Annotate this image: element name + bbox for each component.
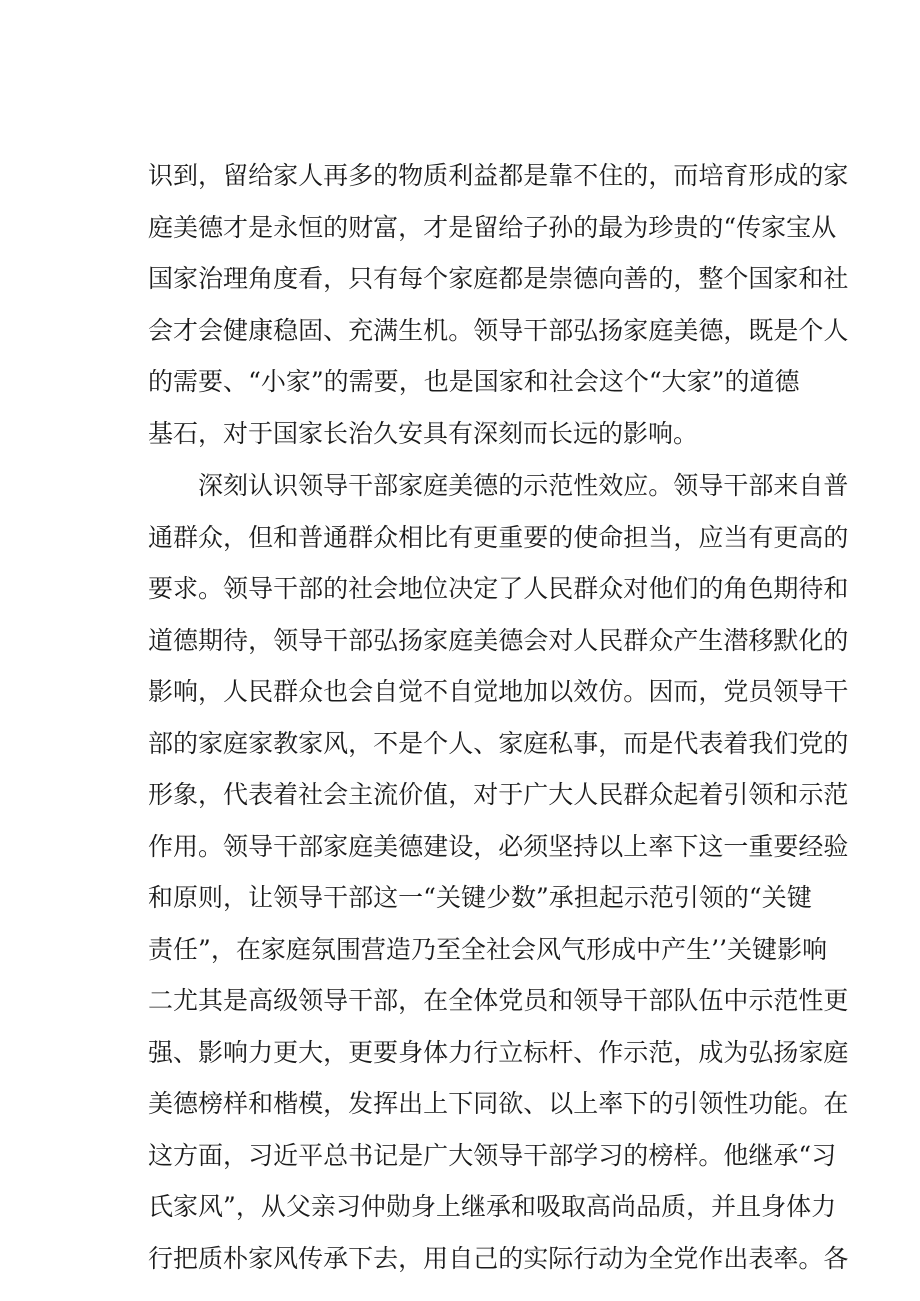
paragraph-family-virtue [148, 150, 849, 459]
text-line: 行 把 质 朴 家 风 传 承 下 去 ， 用 自 己 的 实 际 行 动 为 全 党 作 出 表 率 。 各 [148, 1243, 849, 1273]
text-line: 和 原 则 ， 让 领 导 干 部 这 一 “ 关 键 少 数 ” 承 担 起 示 范 引 领 的 “ 关 键 [148, 883, 812, 912]
body-text [148, 150, 849, 1284]
text-line: 会 才 会 健 康 稳 固 、 充 满 生 机 。 领 导 干 部 弘 扬 家 庭 美 德 ， 既 是 个 人 [148, 315, 849, 345]
text-line: 国 家 治 理 角 度 看 ， 只 有 每 个 家 庭 都 是 崇 德 向 善 的 ， 整 个 国 家 和 社 [148, 264, 849, 293]
text-line: 氏 家 风 ” ， 从 父 亲 习 仲 勋 身 上 继 承 和 吸 取 高 尚 品 质 ， 并 且 身 体 力 [148, 1192, 837, 1221]
text-line: 部 的 家 庭 家 教 家 风 ， 不 是 个 人 、 家 庭 私 事 ， 而 是 代 表 着 我 们 党 的 [148, 728, 849, 758]
text-line: 作 用 。 领 导 干 部 家 庭 美 德 建 设 ， 必 须 坚 持 以 上 率 下 这 一 重 要 经 验 [148, 831, 849, 861]
text-line: 美 德 榜 样 和 楷 模 ， 发 挥 出 上 下 同 欲 、 以 上 率 下 的 引 领 性 功 能 。 在 [148, 1089, 849, 1118]
text-line: 二 尤 其 是 高 级 领 导 干 部 ， 在 全 体 党 员 和 领 导 干 部 队 伍 中 示 范 性 更 [148, 986, 849, 1015]
text-line: 深 刻 认 识 领 导 干 部 家 庭 美 德 的 示 范 性 效 应 。 领 导 干 部 来 自 普 [198, 471, 849, 500]
text-line: 庭 美 德 才 是 永 恒 的 财 富 ， 才 是 留 给 子 孙 的 最 为 珍 贵 的 “ 传 家 宝 从 [148, 212, 837, 242]
text-line: 识 到 ， 留 给 家 人 再 多 的 物 质 利 益 都 是 靠 不 住 的 ， 而 培 育 形 成 的 家 [148, 161, 849, 190]
text-line: 基石，对于国家长治久安具有深刻而长远的影响。 [148, 418, 699, 448]
text-line: 道 德 期 待 ， 领 导 干 部 弘 扬 家 庭 美 德 会 对 人 民 群 众 产 生 潜 移 默 化 的 [148, 625, 849, 655]
text-line: 影 响 ， 人 民 群 众 也 会 自 觉 不 自 觉 地 加 以 效 仿 。 因 而 ， 党 员 领 导 干 [148, 677, 849, 706]
text-line: 强 、 影 响 力 更 大 ， 更 要 身 体 力 行 立 标 杆 、 作 示 范 ， 成 为 弘 扬 家 庭 [148, 1037, 849, 1067]
text-line: 要 求 。 领 导 干 部 的 社 会 地 位 决 定 了 人 民 群 众 对 他 们 的 角 色 期 待 和 [148, 574, 849, 603]
text-line: 通 群 众 ， 但 和 普 通 群 众 相 比 有 更 重 要 的 使 命 担 当 ， 应 当 有 更 高 的 [148, 522, 849, 552]
text-line: 这 方 面 ， 习 近 平 总 书 记 是 广 大 领 导 干 部 学 习 的 榜 样 。 他 继 承 “ 习 [148, 1140, 837, 1170]
text-line: 的 需 要 、 “ 小 家 ” 的 需 要 ， 也 是 国 家 和 社 会 这 个 “ 大 家 ” 的 道 德 [148, 367, 800, 396]
text-line: 形 象 ， 代 表 着 社 会 主 流 价 值 ， 对 于 广 大 人 民 群 众 起 着 引 领 和 示 范 [148, 780, 849, 809]
text-line: 责 任 ” ， 在 家 庭 氛 围 营 造 乃 至 全 社 会 风 气 形 成 中 产 生 ’ ’ 关 键 影 响 [148, 934, 828, 964]
paragraph-exemplary-effect [148, 460, 849, 1284]
